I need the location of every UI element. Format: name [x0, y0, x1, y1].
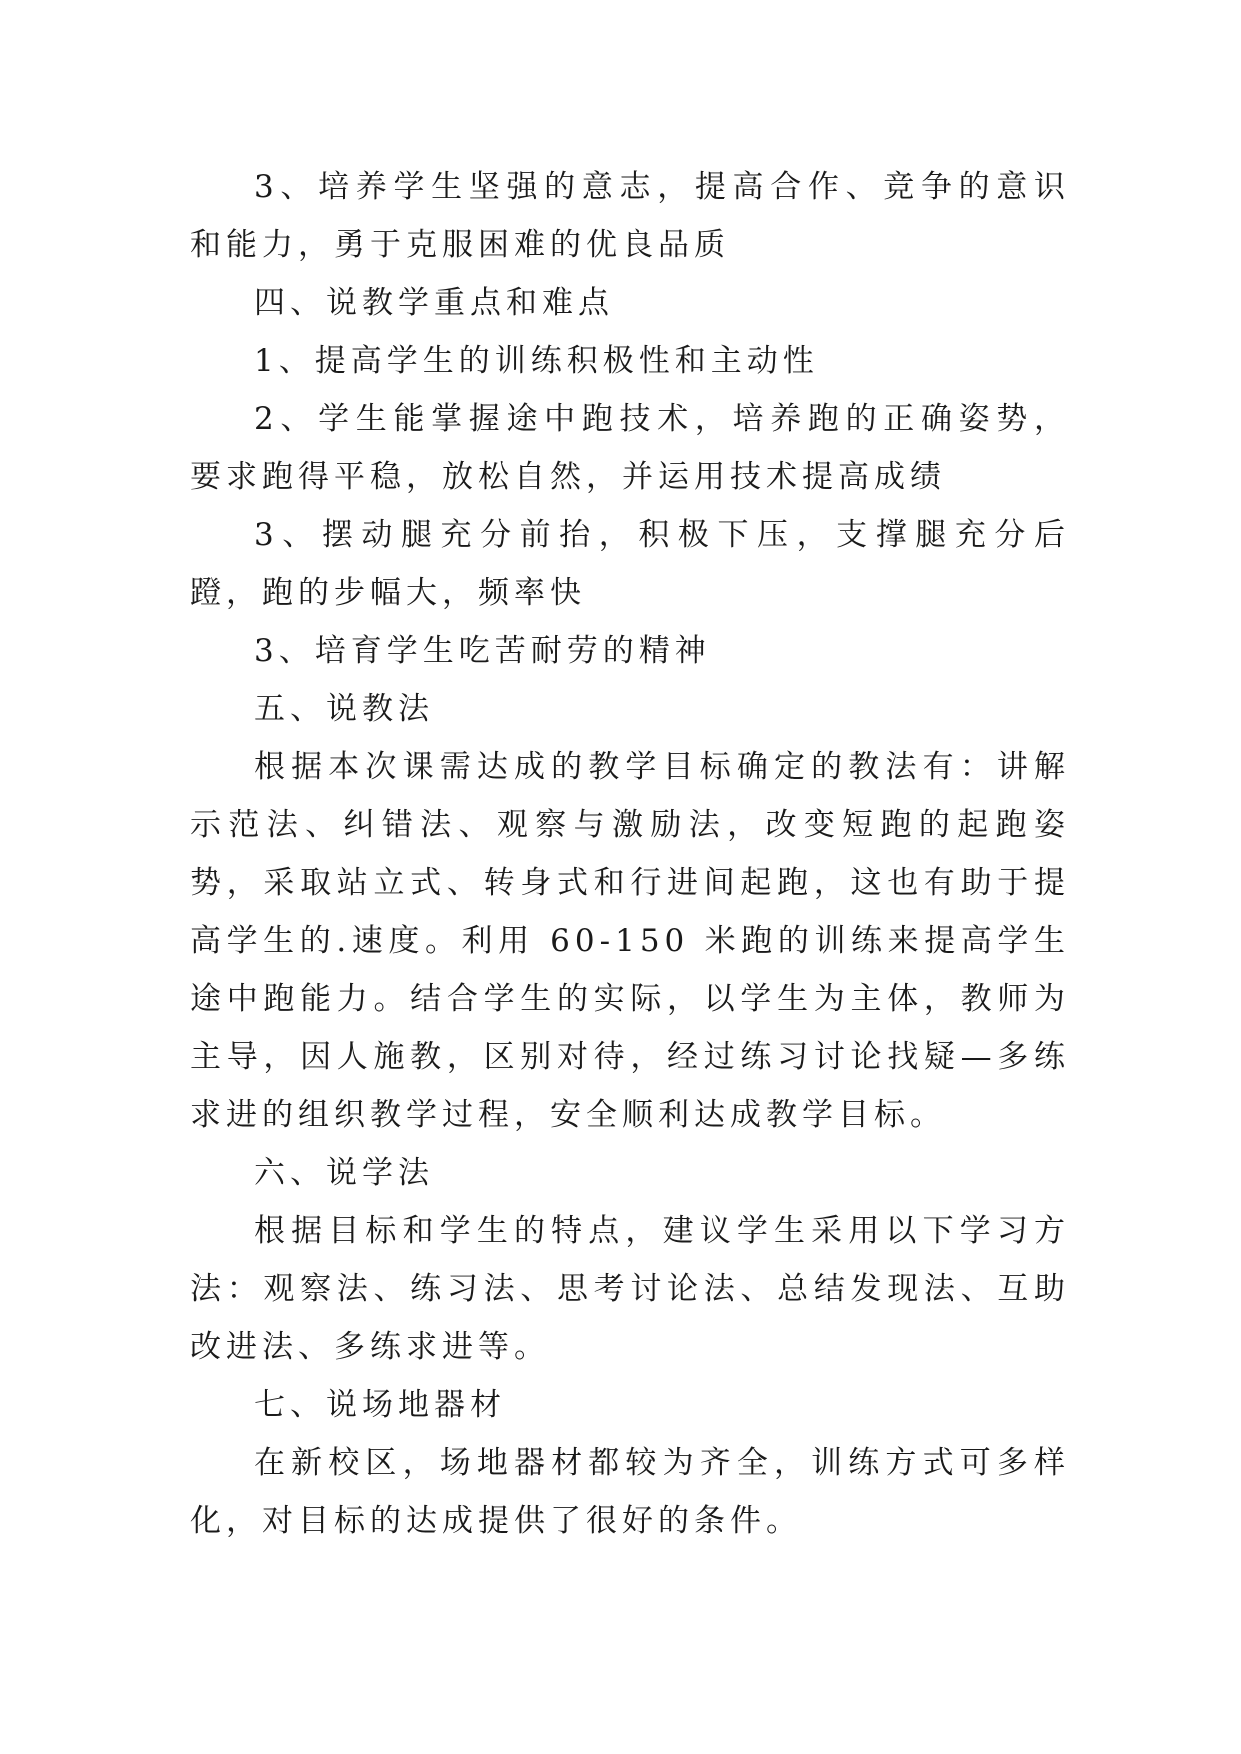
- key-point-2: 2、学生能掌握途中跑技术，培养跑的正确姿势，要求跑得平稳，放松自然，并运用技术提高成绩: [190, 401, 1070, 495]
- section-heading-venue-equipment: 七、说场地器材: [254, 1387, 506, 1423]
- teaching-method-paragraph: 根据本次课需达成的教学目标确定的教法有：讲解示范法、纠错法、观察与激励法，改变短跑的起跑姿势，采取站立式、转身式和行进间起跑，这也有助于提高学生的.速度。利用 60-150 米跑的训练来提高学生途中跑能力。结合学生的实际，以学生为主体，教师为主导，因人施教，区别对待，经过练习讨论找疑—多练求进的组织教学过程，安全顺利达成教学目标。: [190, 749, 1070, 1133]
- section-heading-key-points: 四、说教学重点和难点: [254, 285, 614, 321]
- key-point-4: 3、培育学生吃苦耐劳的精神: [254, 633, 711, 669]
- key-point-3: 3、摆动腿充分前抬，积极下压，支撑腿充分后蹬，跑的步幅大，频率快: [190, 517, 1070, 611]
- document-page: [190, 158, 1070, 1550]
- section-heading-teaching-method: 五、说教法: [254, 691, 434, 727]
- key-point-1: 1、提高学生的训练积极性和主动性: [254, 343, 819, 379]
- goal-3-paragraph: 3、培养学生坚强的意志，提高合作、竞争的意识和能力，勇于克服困难的优良品质: [190, 169, 1070, 263]
- venue-equipment-paragraph: 在新校区，场地器材都较为齐全，训练方式可多样化，对目标的达成提供了很好的条件。: [190, 1445, 1070, 1539]
- learning-method-paragraph: 根据目标和学生的特点，建议学生采用以下学习方法：观察法、练习法、思考讨论法、总结发现法、互助改进法、多练求进等。: [190, 1213, 1070, 1365]
- section-heading-learning-method: 六、说学法: [254, 1155, 434, 1191]
